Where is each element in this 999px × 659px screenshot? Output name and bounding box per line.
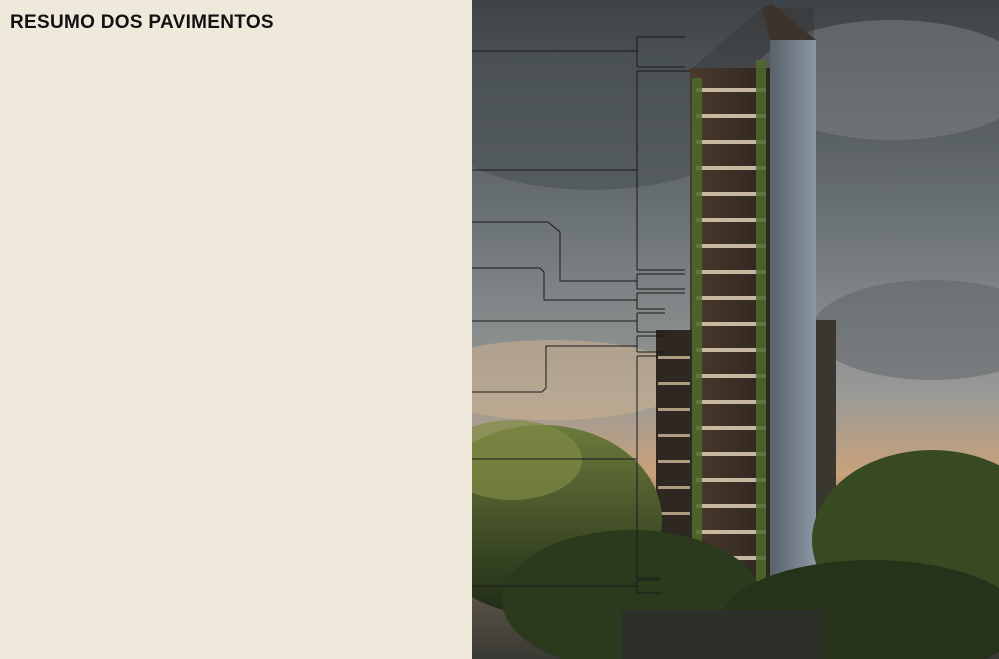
floor-summary-panel: [0, 0, 472, 659]
building-rendering: [472, 0, 999, 659]
page-title: RESUMO DOS PAVIMENTOS: [10, 12, 274, 33]
